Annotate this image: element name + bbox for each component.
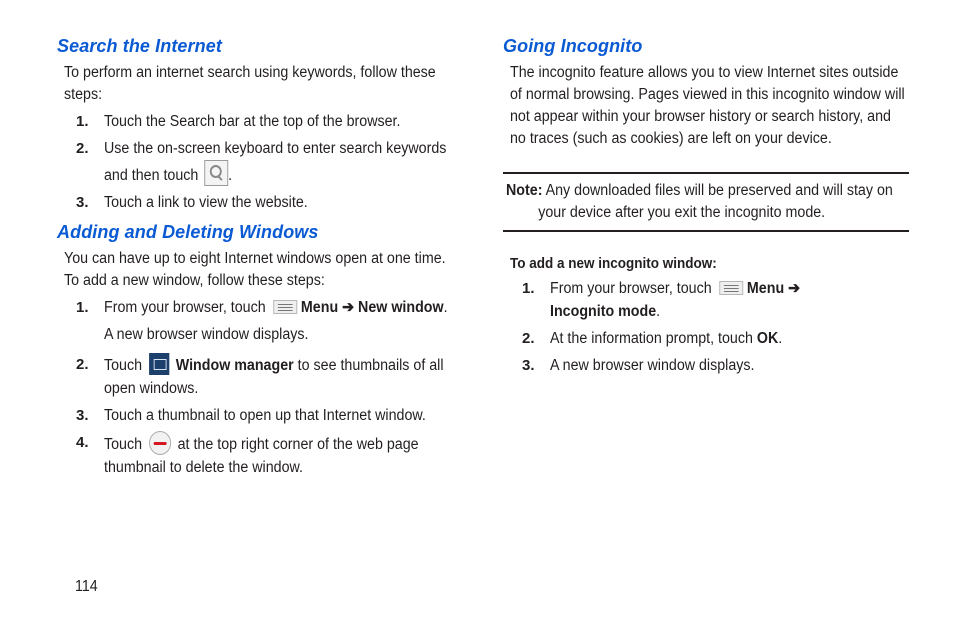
delete-icon [149, 431, 171, 455]
list-item [57, 110, 462, 133]
right-column [503, 34, 909, 377]
menu-label: Menu [300, 299, 339, 316]
step-end: . [443, 299, 448, 316]
search-steps [57, 110, 462, 214]
step-number: 3. [522, 357, 535, 374]
list-item [503, 277, 909, 323]
note-box [503, 172, 909, 232]
ok-label: OK [756, 330, 779, 347]
incognito-subheading: To add a new incognito window: [510, 255, 717, 272]
step-text-a: Touch [104, 357, 143, 374]
list-item [503, 354, 909, 377]
step-text: Touch a thumbnail to open up that Internet window. [104, 407, 426, 424]
search-icon [204, 160, 228, 186]
step-text [104, 353, 467, 400]
menu-label: Menu [746, 280, 785, 297]
step-text-a: From your browser, touch [550, 280, 712, 297]
incognito-mode-label: Incognito mode [550, 303, 657, 320]
list-item [57, 431, 462, 479]
list-item [57, 191, 462, 214]
arrow-glyph: ➔ [788, 280, 801, 297]
menu-icon [273, 300, 297, 314]
step-number: 3. [76, 407, 89, 424]
step-text [104, 431, 467, 479]
windows-steps [57, 296, 462, 479]
step-end: . [778, 330, 783, 347]
step-text: Touch a link to view the website. [104, 194, 308, 211]
step-number: 4. [76, 434, 89, 451]
incognito-heading: Going Incognito [503, 36, 643, 56]
step-text: A new browser window displays. [550, 357, 755, 374]
step-number: 2. [76, 140, 89, 157]
step-text-a: From your browser, touch [104, 299, 266, 316]
new-window-label: New window [358, 299, 444, 316]
list-item [57, 404, 462, 427]
step-text-b: . [228, 167, 233, 184]
note-content [506, 180, 906, 224]
search-heading: Search the Internet [57, 36, 222, 56]
step-text [104, 137, 467, 187]
list-item [57, 353, 462, 400]
step-number: 2. [76, 356, 89, 373]
note-text-a: Any downloaded files will be preserved and will stay on [545, 182, 893, 199]
step-text [550, 327, 913, 350]
step-text-b: at the top right corner of the web page thumbnail to delete the window. [104, 436, 419, 476]
incognito-intro: The incognito feature allows you to view Internet sites outside of normal browsing. Pages viewed in this incognito window will not appear within your browser history or search history, and no traces (such as cookies) are left on your device. [510, 64, 905, 147]
window-manager-label: Window manager [175, 357, 294, 374]
step-text-a: At the information prompt, touch [550, 330, 753, 347]
step-text [550, 277, 812, 323]
list-item [57, 296, 462, 346]
step-text-a: Touch [104, 436, 143, 453]
step-number: 1. [76, 113, 89, 130]
windows-intro: You can have up to eight Internet windows open at one time. To add a new window, follow these steps: [64, 250, 446, 289]
search-intro: To perform an internet search using keywords, follow these steps: [64, 64, 436, 103]
step-text-a: Use the on-screen keyboard to enter search keywords and then touch [104, 140, 447, 184]
step-text-b: to see thumbnails of all open windows. [104, 357, 444, 397]
note-text-b: your device after you exit the incognito mode. [538, 204, 826, 221]
step-text [104, 296, 467, 346]
step-number: 1. [76, 299, 89, 316]
step-end: . [656, 303, 661, 320]
list-item [503, 327, 909, 350]
step-result: A new browser window displays. [104, 326, 309, 343]
note-label: Note: [506, 182, 543, 199]
step-text: Touch the Search bar at the top of the browser. [104, 113, 401, 130]
incognito-steps [503, 277, 909, 377]
left-column [57, 34, 462, 479]
step-number: 2. [522, 330, 535, 347]
menu-icon [719, 281, 743, 295]
step-number: 3. [76, 194, 89, 211]
arrow-glyph: ➔ [342, 299, 355, 316]
list-item [57, 137, 462, 187]
window-manager-icon [149, 353, 169, 375]
page-number: 114 [75, 578, 98, 595]
windows-heading: Adding and Deleting Windows [57, 222, 319, 242]
step-number: 1. [522, 280, 535, 297]
